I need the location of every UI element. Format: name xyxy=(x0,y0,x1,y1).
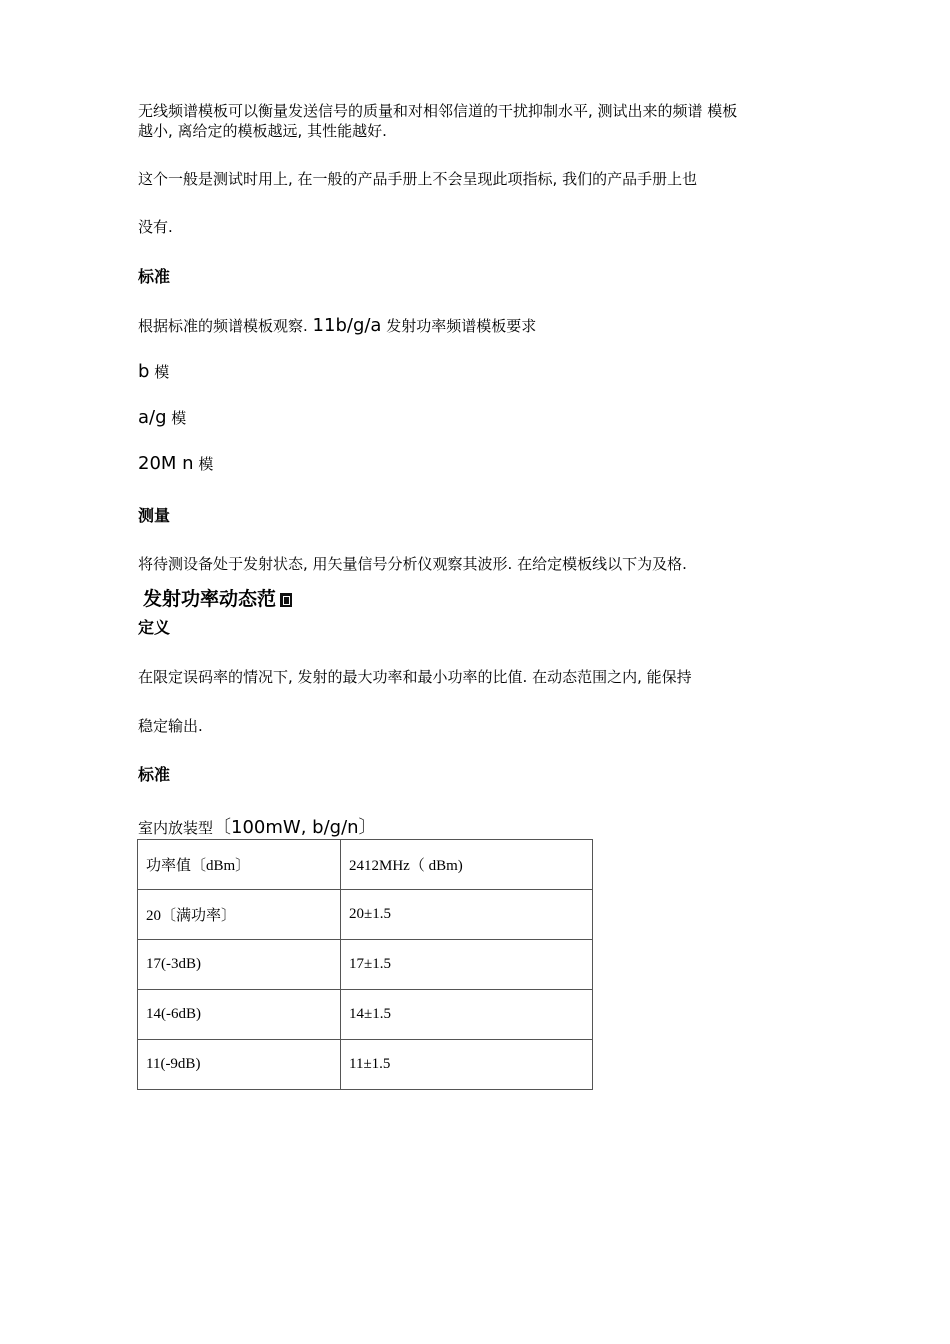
mode-b-label xyxy=(138,362,169,382)
table-cell: 11±1.5 xyxy=(341,1040,593,1090)
table-cell: 20±1.5 xyxy=(341,890,593,940)
power-dynamic-range-table xyxy=(137,839,593,1090)
table-row xyxy=(138,990,593,1040)
table-cell: 14±1.5 xyxy=(341,990,593,1040)
mode-b-suffix: 模 xyxy=(149,363,170,381)
table-row xyxy=(138,940,593,990)
mode-b-name: b xyxy=(138,361,150,382)
table-caption xyxy=(138,818,377,838)
heading-definition: 定义 xyxy=(138,618,171,637)
section-title-dynamic-range xyxy=(143,590,292,609)
heading-standard-2: 标准 xyxy=(138,765,171,784)
table-header-cell: 功率值〔dBm〕 xyxy=(138,840,341,890)
paragraph-measure-procedure: 将待测设备处于发射状态, 用矢量信号分析仪观察其波形. 在给定模板线以下为及格. xyxy=(138,555,687,573)
paragraph-definition-line1: 在限定误码率的情况下, 发射的最大功率和最小功率的比值. 在动态范围之内, 能保持 xyxy=(138,668,692,686)
missing-glyph-icon xyxy=(280,593,292,607)
table-caption-text: 室内放装型 xyxy=(138,819,214,837)
table-cell: 17±1.5 xyxy=(341,940,593,990)
table-row xyxy=(138,1040,593,1090)
heading-standard: 标准 xyxy=(138,267,171,286)
paragraph-spectrum-mask-requirement xyxy=(138,316,536,336)
requirement-prefix: 根据标准的频谱模板观察. xyxy=(138,317,313,335)
section-title-text: 发射功率动态范 xyxy=(143,588,277,610)
mode-n-name: 20M n xyxy=(138,453,194,474)
table-header-row xyxy=(138,840,593,890)
requirement-modes: 11b/g/a xyxy=(312,315,382,336)
table-header-cell: 2412MHz（ dBm) xyxy=(341,840,593,890)
mode-n-label xyxy=(138,454,213,474)
paragraph-manual-note-line2: 没有. xyxy=(138,218,173,236)
requirement-suffix: 发射功率频谱模板要求 xyxy=(381,317,537,335)
mode-ag-name: a/g xyxy=(138,407,167,428)
table-cell: 11(-9dB) xyxy=(138,1040,341,1090)
paragraph-spectrum-intro-line2: 越小, 离给定的模板越远, 其性能越好. xyxy=(138,122,387,140)
paragraph-manual-note-line1: 这个一般是测试时用上, 在一般的产品手册上不会呈现此项指标, 我们的产品手册上也 xyxy=(138,170,698,188)
heading-measure: 测量 xyxy=(138,506,171,525)
mode-n-suffix: 模 xyxy=(193,455,214,473)
paragraph-definition-line2: 稳定输出. xyxy=(138,717,203,735)
table-row xyxy=(138,890,593,940)
paragraph-spectrum-intro-line1: 无线频谱模板可以衡量发送信号的质量和对相邻信道的干扰抑制水平, 测试出来的频谱 模板 xyxy=(138,102,738,120)
table-cell: 14(-6dB) xyxy=(138,990,341,1040)
table-cell: 20〔满功率〕 xyxy=(138,890,341,940)
mode-ag-label xyxy=(138,408,186,428)
table-caption-spec: 〔100mW, b/g/n〕 xyxy=(213,817,377,838)
mode-ag-suffix: 模 xyxy=(166,409,187,427)
table-cell: 17(-3dB) xyxy=(138,940,341,990)
